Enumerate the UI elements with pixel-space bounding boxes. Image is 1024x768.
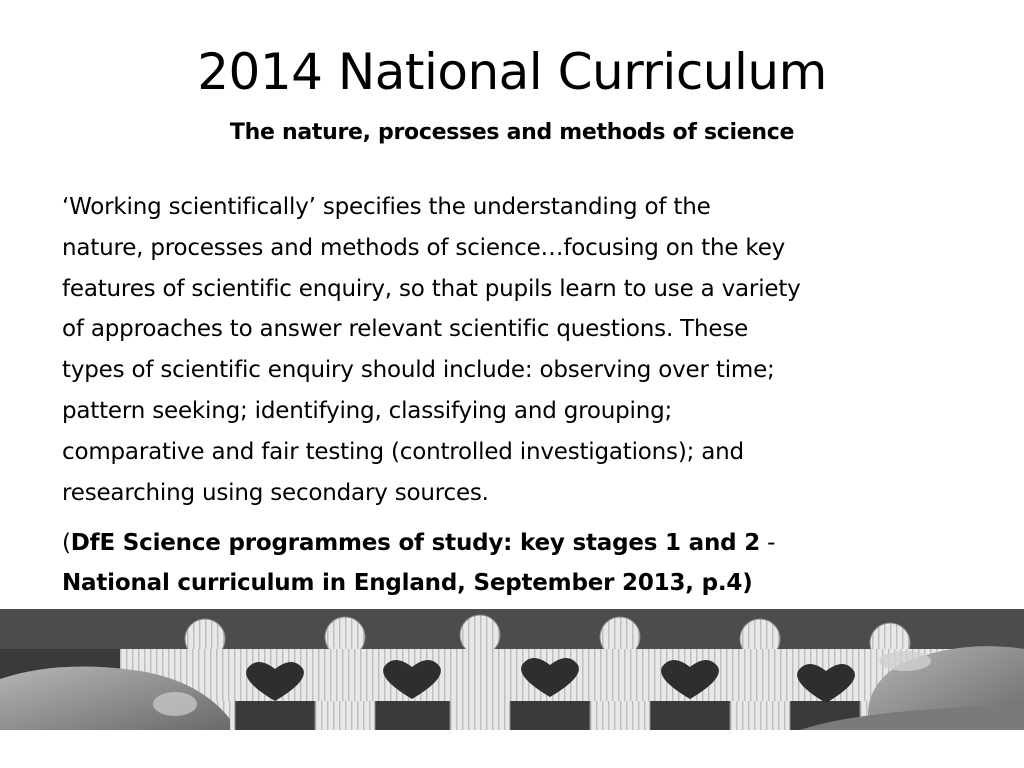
body-line: comparative and fair testing (controlled investigations); and <box>62 438 744 465</box>
citation <box>62 523 962 603</box>
body-line: ‘Working scientifically’ specifies the understanding of the <box>62 194 711 220</box>
citation-source-title: DfE Science programmes of study: key stages 1 and 2 <box>70 530 761 556</box>
paper-doll-chain-illustration <box>0 609 1024 730</box>
citation-separator: - <box>760 530 776 556</box>
body-line: pattern seeking; identifying, classifying and grouping; <box>62 397 673 424</box>
paper-doll-chain-photo <box>0 609 1024 730</box>
body-line: features of scientific enquiry, so that pupils learn to use a variety <box>62 275 801 302</box>
page-subtitle: The nature, processes and methods of science <box>229 120 795 145</box>
body-paragraph <box>62 187 962 513</box>
body-line: nature, processes and methods of science…focusing on the key <box>62 234 786 261</box>
citation-open-paren: ( <box>62 530 71 556</box>
page-title: 2014 National Curriculum <box>197 43 827 101</box>
citation-source-detail: National curriculum in England, September 2013, p.4) <box>62 570 753 596</box>
body-line: of approaches to answer relevant scientific questions. These <box>62 316 749 343</box>
body-line: researching using secondary sources. <box>62 479 489 506</box>
body-line: types of scientific enquiry should include: observing over time; <box>62 357 775 384</box>
